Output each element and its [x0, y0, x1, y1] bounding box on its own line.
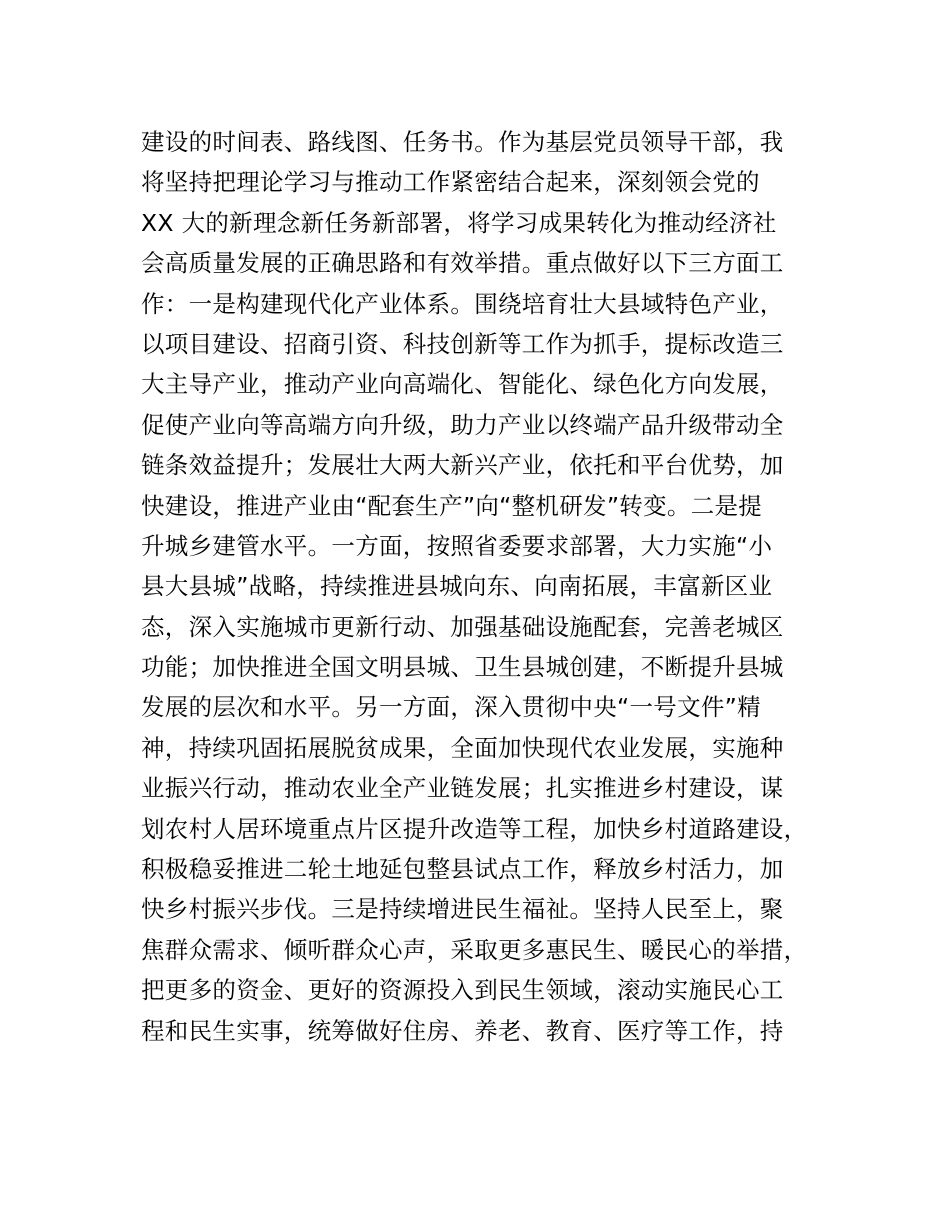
- text-line: 神，持续巩固拓展脱贫成果，全面加快现代农业发展，实施种: [141, 733, 784, 762]
- text-line: 程和民生实事，统筹做好住房、养老、教育、医疗等工作，持: [141, 1016, 784, 1045]
- text-line: 将坚持把理论学习与推动工作紧密结合起来，深刻领会党的: [141, 168, 760, 197]
- text-line: XX 大的新理念新任务新部署，将学习成果转化为推动经济社: [141, 208, 777, 237]
- text-line: 快乡村振兴步伐。三是持续增进民生福祉。坚持人民至上，聚: [141, 895, 784, 924]
- text-line: 态，深入实施城市更新行动、加强基础设施配套，完善老城区: [141, 612, 784, 641]
- text-line: 大主导产业，推动产业向高端化、智能化、绿色化方向发展，: [141, 370, 784, 399]
- text-line: 功能；加快推进全国文明县城、卫生县城创建，不断提升县城: [141, 653, 784, 682]
- text-line: 县大县城”战略，持续推进县城向东、向南拓展，丰富新区业: [141, 572, 773, 601]
- text-line: 促使产业向等高端方向升级，助力产业以终端产品升级带动全: [141, 410, 784, 439]
- text-line: 积极稳妥推进二轮土地延包整县试点工作，释放乡村活力，加: [141, 855, 784, 884]
- text-line: 建设的时间表、路线图、任务书。作为基层党员领导干部，我: [141, 128, 784, 156]
- text-line: 业振兴行动，推动农业全产业链发展；扎实推进乡村建设，谋: [141, 774, 784, 803]
- text-line: 以项目建设、招商引资、科技创新等工作为抓手，提标改造三: [141, 329, 784, 358]
- text-line: 会高质量发展的正确思路和有效举措。重点做好以下三方面工: [141, 249, 784, 278]
- text-line: 焦群众需求、倾听群众心声，采取更多惠民生、暖民心的举措，: [141, 935, 808, 964]
- body-text: [141, 122, 841, 1051]
- text-line: 发展的层次和水平。另一方面，深入贯彻中央“一号文件”精: [141, 693, 761, 722]
- text-line: 划农村人居环境重点片区提升改造等工程，加快乡村道路建设，: [141, 814, 808, 843]
- text-line: 升城乡建管水平。一方面，按照省委要求部署，大力实施“小: [141, 531, 773, 560]
- text-line: 快建设，推进产业由“配套生产”向“整机研发”转变。二是提: [141, 491, 763, 520]
- text-line: 把更多的资金、更好的资源投入到民生领域，滚动实施民心工: [141, 976, 784, 1005]
- text-line: 链条效益提升；发展壮大两大新兴产业，依托和平台优势，加: [141, 451, 784, 480]
- text-line: 作：一是构建现代化产业体系。围绕培育壮大县域特色产业，: [141, 289, 784, 318]
